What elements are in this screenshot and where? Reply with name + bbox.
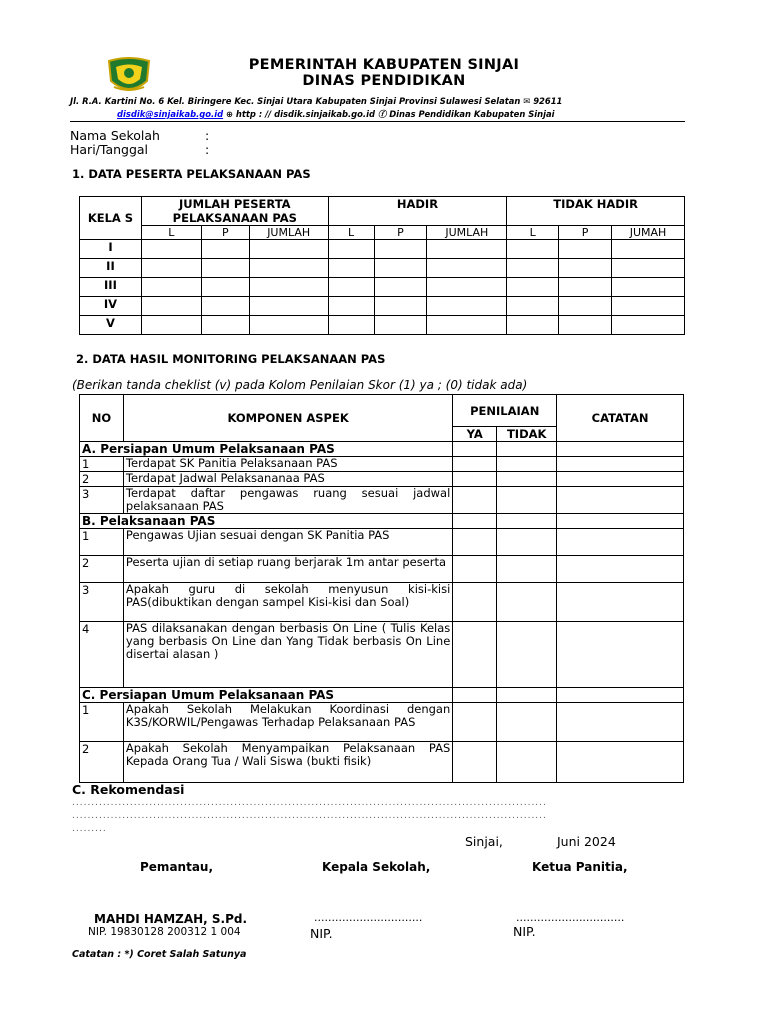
- sub-jumlah: JUMLAH: [427, 226, 507, 240]
- section1-title: 1. DATA PESERTA PELAKSANAAN PAS: [72, 167, 311, 181]
- table-row: [80, 742, 684, 783]
- catatan-cell[interactable]: [557, 556, 684, 583]
- item-no: 1: [80, 457, 124, 472]
- sign-place: Sinjai,: [465, 834, 503, 849]
- date-colon: :: [205, 142, 210, 157]
- catatan-cell[interactable]: [557, 529, 684, 556]
- ya-cell[interactable]: [453, 457, 497, 472]
- section-b-heading: B. Pelaksanaan PAS: [80, 514, 453, 529]
- tidak-cell[interactable]: [497, 742, 557, 783]
- col-catatan: CATATAN: [557, 395, 684, 442]
- table-row: [80, 583, 684, 622]
- col-hadir: HADIR: [328, 197, 507, 226]
- pemantau-nip: NIP. 19830128 200312 1 004: [88, 926, 241, 938]
- sign-date: Juni 2024: [557, 834, 616, 849]
- role-pemantau: Pemantau,: [140, 860, 214, 874]
- ya-cell[interactable]: [453, 703, 497, 742]
- table-row: [80, 278, 685, 297]
- table-row: [80, 457, 684, 472]
- table-row: [80, 556, 684, 583]
- item-no: 2: [80, 556, 124, 583]
- item-text: Apakah guru di sekolah menyusun kisi-kisi PAS(dibuktikan dengan sampel Kisi-kisi dan Soal): [123, 583, 452, 622]
- role-ketua-panitia: Ketua Panitia,: [532, 860, 628, 874]
- item-text: Apakah Sekolah Menyampaikan Pelaksanaan PAS Kepada Orang Tua / Wali Siswa (bukti fisik): [123, 742, 452, 783]
- school-name-colon: :: [205, 128, 210, 143]
- item-text: Terdapat daftar pengawas ruang sesuai jadwal pelaksanaan PAS: [123, 487, 452, 514]
- ya-cell[interactable]: [453, 742, 497, 783]
- item-text: Apakah Sekolah Melakukan Koordinasi dengan K3S/KORWIL/Pengawas Terhadap Pelaksanaan PAS: [123, 703, 452, 742]
- school-name-label: Nama Sekolah: [70, 128, 160, 143]
- col-jumlah-peserta: JUMLAH PESERTA PELAKSANAAN PAS: [141, 197, 328, 226]
- ya-cell[interactable]: [453, 583, 497, 622]
- catatan-cell[interactable]: [557, 487, 684, 514]
- table-row: [80, 622, 684, 688]
- item-no: 2: [80, 472, 124, 487]
- email-link[interactable]: disdik@sinjaikab.go.id: [117, 109, 224, 119]
- catatan-cell[interactable]: [557, 583, 684, 622]
- recommendation-title: C. Rekomendasi: [72, 782, 185, 797]
- item-no: 4: [80, 622, 124, 688]
- col-tidak: TIDAK: [497, 427, 557, 442]
- item-text: Terdapat Jadwal Pelaksananaa PAS: [123, 472, 452, 487]
- ya-cell[interactable]: [453, 529, 497, 556]
- item-no: 1: [80, 529, 124, 556]
- kepala-nip: NIP.: [310, 926, 333, 941]
- catatan-cell[interactable]: [557, 703, 684, 742]
- tidak-cell[interactable]: [497, 556, 557, 583]
- item-no: 2: [80, 742, 124, 783]
- kelas-label: IV: [80, 297, 142, 316]
- website-text: ⊕ http : // disdik.sinjaikab.go.id: [226, 109, 375, 119]
- table-row: [80, 316, 685, 335]
- date-label: Hari/Tanggal: [70, 142, 149, 157]
- government-title: PEMERINTAH KABUPATEN SINJAI: [248, 57, 520, 73]
- ya-cell[interactable]: [453, 487, 497, 514]
- table-row: [80, 472, 684, 487]
- sub-l: L: [328, 226, 374, 240]
- ya-cell[interactable]: [453, 622, 497, 688]
- table-row: [80, 703, 684, 742]
- recommendation-line-3[interactable]: .........: [72, 824, 107, 834]
- col-penilaian: PENILAIAN: [453, 395, 557, 427]
- tidak-cell[interactable]: [497, 583, 557, 622]
- sub-p: P: [201, 226, 249, 240]
- col-tidak-hadir: TIDAK HADIR: [507, 197, 685, 226]
- sub-l: L: [141, 226, 201, 240]
- header-rule: [70, 121, 685, 122]
- tidak-cell[interactable]: [497, 703, 557, 742]
- item-text: Pengawas Ujian sesuai dengan SK Panitia PAS: [123, 529, 452, 556]
- sub-jumlah: JUMLAH: [249, 226, 328, 240]
- kelas-label: III: [80, 278, 142, 297]
- sub-p: P: [559, 226, 612, 240]
- item-text: PAS dilaksanakan dengan berbasis On Line ( Tulis Kelas yang berbasis On Line dan Yang Tidak berbasis On Line disertai alasan ): [123, 622, 452, 688]
- table-row: [80, 487, 684, 514]
- col-no: NO: [80, 395, 124, 442]
- recommendation-line-2[interactable]: ...........................................................................................................................: [72, 811, 547, 821]
- catatan-cell[interactable]: [557, 622, 684, 688]
- catatan-cell[interactable]: [557, 742, 684, 783]
- table-row: [80, 297, 685, 316]
- table-row: [80, 240, 685, 259]
- item-text: Peserta ujian di setiap ruang berjarak 1m antar peserta: [123, 556, 452, 583]
- kepala-name-blank[interactable]: ...............................: [314, 911, 423, 924]
- ya-cell[interactable]: [453, 472, 497, 487]
- tidak-cell[interactable]: [497, 487, 557, 514]
- participant-table: [79, 196, 685, 335]
- agency-title: DINAS PENDIDIKAN: [302, 73, 466, 89]
- ya-cell[interactable]: [453, 556, 497, 583]
- section2-instruction: (Berikan tanda cheklist (v) pada Kolom Penilaian Skor (1) ya ; (0) tidak ada): [72, 378, 528, 392]
- footnote: Catatan : *) Coret Salah Satunya: [72, 949, 247, 960]
- item-no: 3: [80, 583, 124, 622]
- section-c-heading: C. Persiapan Umum Pelaksanaan PAS: [80, 688, 453, 703]
- facebook-text: ⓕ Dinas Pendidikan Kabupaten Sinjai: [377, 109, 555, 119]
- role-kepala-sekolah: Kepala Sekolah,: [322, 860, 431, 874]
- ketua-nip: NIP.: [513, 924, 536, 939]
- tidak-cell[interactable]: [497, 457, 557, 472]
- col-komponen: KOMPONEN ASPEK: [123, 395, 452, 442]
- recommendation-line-1[interactable]: ...........................................................................................................................: [72, 798, 547, 808]
- catatan-cell[interactable]: [557, 457, 684, 472]
- table-row: [80, 259, 685, 278]
- kelas-label: V: [80, 316, 142, 335]
- sub-l: L: [507, 226, 559, 240]
- kelas-label: II: [80, 259, 142, 278]
- tidak-cell[interactable]: [497, 529, 557, 556]
- tidak-cell[interactable]: [497, 622, 557, 688]
- sub-p: P: [374, 226, 427, 240]
- section-a-heading: A. Persiapan Umum Pelaksanaan PAS: [80, 442, 453, 457]
- item-no: 1: [80, 703, 124, 742]
- kelas-label: I: [80, 240, 142, 259]
- col-kelas: KELA S: [80, 197, 142, 240]
- sub-jumah: JUMAH: [612, 226, 685, 240]
- table-row: [80, 529, 684, 556]
- col-ya: YA: [453, 427, 497, 442]
- pemantau-name: MAHDI HAMZAH, S.Pd.: [94, 912, 248, 926]
- tidak-cell[interactable]: [497, 472, 557, 487]
- monitoring-table: [79, 394, 684, 783]
- contact-line: [117, 108, 554, 120]
- section2-title: 2. DATA HASIL MONITORING PELAKSANAAN PAS: [76, 352, 386, 366]
- address-line: Jl. R.A. Kartini No. 6 Kel. Biringere Kec. Sinjai Utara Kabupaten Sinjai Provinsi Sulawesi Selatan ✉ 92611: [70, 96, 563, 106]
- item-text: Terdapat SK Panitia Pelaksanaan PAS: [123, 457, 452, 472]
- catatan-cell[interactable]: [557, 472, 684, 487]
- item-no: 3: [80, 487, 124, 514]
- ketua-name-blank[interactable]: ...............................: [516, 911, 625, 924]
